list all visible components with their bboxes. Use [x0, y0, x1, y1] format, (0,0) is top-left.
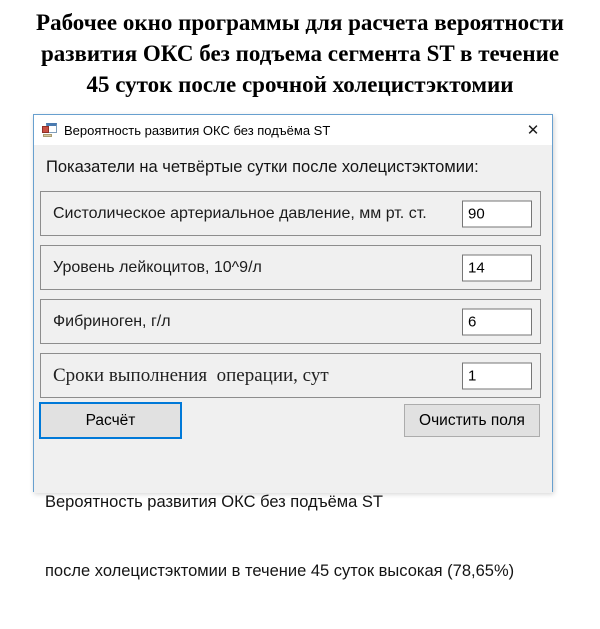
window-client-area: [34, 145, 552, 580]
page-title-line-1: Рабочее окно программы для расчета вероятности: [36, 10, 564, 35]
leukocytes-input[interactable]: [462, 254, 532, 281]
field-group-fibrinogen: [40, 299, 541, 344]
systolic-pressure-input[interactable]: [462, 200, 532, 227]
calculate-button[interactable]: Расчёт: [39, 402, 182, 439]
systolic-pressure-label: Систолическое артериальное давление, мм рт. ст.: [53, 204, 427, 222]
app-icon: [42, 123, 57, 137]
page-title: [0, 7, 600, 100]
result-text: [45, 445, 514, 629]
field-group-systolic-pressure: [40, 191, 541, 236]
leukocytes-label: Уровень лейкоцитов, 10^9/л: [53, 258, 262, 276]
close-icon: ✕: [526, 122, 540, 139]
fibrinogen-label: Фибриноген, г/л: [53, 312, 171, 330]
page-title-line-3: 45 суток после срочной холецистэктомии: [86, 72, 514, 97]
operation-timing-label: Сроки выполнения операции, сут: [53, 364, 329, 386]
page-title-line-2: развития ОКС без подъема сегмента ST в течение: [40, 41, 560, 66]
field-group-operation-timing: [40, 353, 541, 398]
window-titlebar[interactable]: [34, 115, 552, 145]
app-window: [33, 114, 553, 580]
result-line-2: после холецистэктомии в течение 45 суток высокая (78,65%): [45, 562, 515, 580]
clear-fields-button[interactable]: Очистить поля: [404, 404, 540, 437]
result-line-1: Вероятность развития ОКС без подъёма ST: [45, 493, 383, 511]
operation-timing-input[interactable]: [462, 362, 532, 389]
form-header: Показатели на четвёртые сутки после холецистэктомии:: [46, 158, 479, 176]
field-group-leukocytes: [40, 245, 541, 290]
fibrinogen-input[interactable]: [462, 308, 532, 335]
window-title: Вероятность развития ОКС без подъёма ST: [64, 122, 331, 138]
close-button[interactable]: [514, 115, 552, 145]
